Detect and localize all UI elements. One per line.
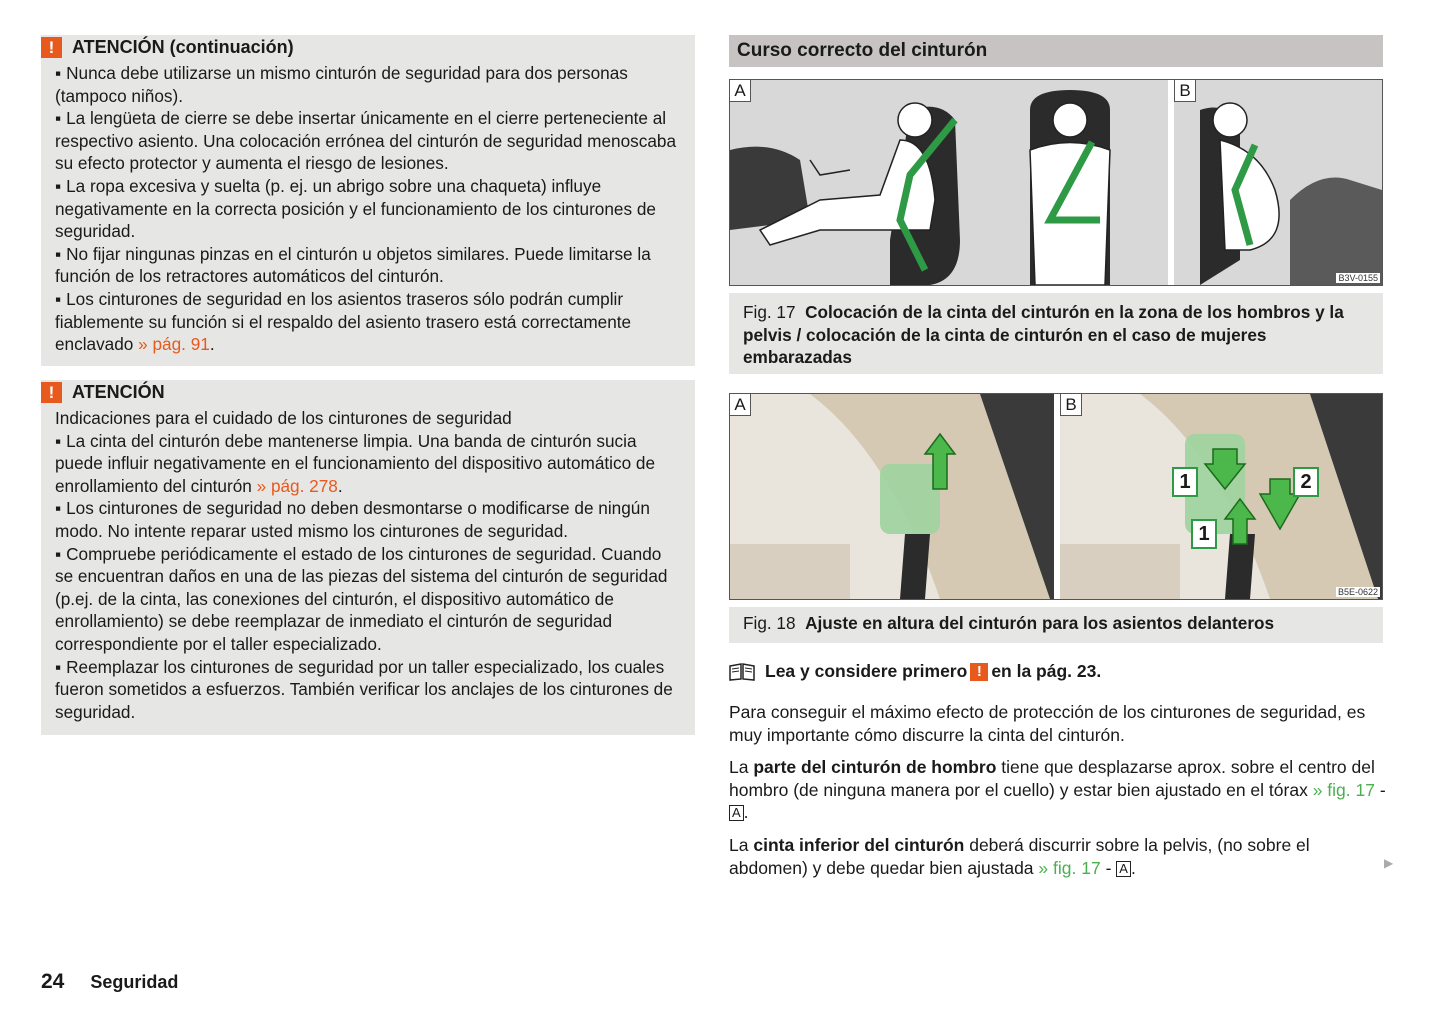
- warning-heading: [41, 380, 679, 404]
- panel-label-b: B: [1060, 394, 1082, 416]
- warning-title: ATENCIÓN: [72, 381, 165, 402]
- figure-code: B5E-0622: [1337, 587, 1378, 597]
- marker-1-top: 1: [1172, 467, 1198, 497]
- body-text: [729, 701, 1389, 889]
- warning-item: ▪ La ropa excesiva y suelta (p. ej. un abrigo sobre una chaqueta) influye negativamente en la correcta posición y el funcionamiento de los cinturones de seguridad.: [55, 175, 679, 243]
- panel-label-a: A: [730, 80, 751, 102]
- warning-item: ▪ Los cinturones de seguridad en los asientos traseros sólo podrán cumplir fiablemente su función si el respaldo del asiento trasero está correctamente enclavado » pág. 91.: [55, 288, 679, 356]
- figure-18-caption: [729, 607, 1383, 643]
- page-link[interactable]: » pág. 278: [256, 475, 338, 496]
- text: deberá discurrir sobre la pelvis, (no sobre el abdomen) y debe quedar bien ajustada: [729, 834, 1310, 878]
- section-title: Curso correcto del cinturón: [729, 35, 1383, 67]
- warning-body: [55, 62, 679, 356]
- page-number: 24: [41, 970, 65, 993]
- paragraph: Para conseguir el máximo efecto de protección de los cinturones de seguridad, es muy importante cómo discurre la cinta del cinturón.: [729, 702, 1366, 745]
- warning-item: ▪ No fijar ningunas pinzas en el cinturón u objetos similares. Puede limitarse la función de los retractores automáticos del cinturón.: [55, 243, 679, 288]
- marker-2: 2: [1293, 467, 1319, 497]
- warning-box-care: [41, 380, 695, 735]
- figure-17-illustration: [729, 79, 1383, 286]
- text: tiene que desplazarse aprox. sobre el centro del hombro (de ninguna manera por el cuello) y estar bien ajustado en el tórax: [729, 757, 1375, 800]
- warning-item: ▪ Reemplazar los cinturones de seguridad por un taller especializado, los cuales fueron sometidos a esfuerzos. También verificar los anclajes de los cinturones de seguridad.: [55, 656, 679, 724]
- paragraph: [729, 756, 1389, 824]
- paragraph: [729, 834, 1389, 879]
- book-icon: [729, 663, 755, 681]
- text: .: [1130, 857, 1136, 878]
- continue-arrow-icon: ▶: [1384, 856, 1394, 870]
- warning-item: ▪ Nunca debe utilizarse un mismo cinturón de seguridad para dos personas (tampoco niños).: [55, 62, 679, 107]
- reference-note: [729, 661, 1101, 682]
- page-link[interactable]: » pág. 91: [138, 334, 210, 355]
- text: .: [743, 802, 749, 823]
- warning-item-text: La cinta del cinturón debe mantenerse limpia. Una banda de cinturón sucia puede influir negativamente en el funcionamiento del dispositivo automático de enrollamiento del cinturón: [55, 430, 656, 496]
- text: -: [1105, 857, 1112, 878]
- reference-prefix: Lea y considere primero: [765, 661, 968, 681]
- warning-item: ▪ Compruebe periódicamente el estado de los cinturones de seguridad. Cuando se encuentran daños en una de las piezas del sistema del cinturón de seguridad (p.ej. de la cinta, las conexiones del cinturón, el dispositivo automático de enrollamiento) se debe reemplazar de inmediato el cinturón de seguridad correspondiente por el taller especializado.: [55, 543, 679, 656]
- text: -: [1379, 779, 1386, 800]
- warning-title: ATENCIÓN (continuación): [72, 36, 294, 57]
- warning-item-text: Los cinturones de seguridad en los asientos traseros sólo podrán cumplir fiablemente su función si el respaldo del asiento trasero está correctamente enclavado: [55, 288, 632, 355]
- text: La: [729, 834, 749, 855]
- figure-number: Fig. 18: [743, 613, 796, 633]
- seatbelt-position-illustration: [730, 80, 1382, 285]
- warning-icon: !: [970, 663, 988, 681]
- marker-1-bottom: 1: [1191, 519, 1217, 549]
- warning-body: [55, 407, 679, 723]
- panel-ref-box: A: [1116, 861, 1131, 877]
- warning-intro: Indicaciones para el cuidado de los cinturones de seguridad: [55, 408, 512, 428]
- figure-link[interactable]: » fig. 17: [1038, 857, 1101, 878]
- figure-number: Fig. 17: [743, 302, 796, 322]
- warning-icon: !: [41, 382, 62, 403]
- panel-ref-box: A: [729, 805, 744, 821]
- warning-icon: !: [41, 37, 62, 58]
- belt-height-adjust-illustration: [730, 394, 1382, 599]
- reference-suffix: en la pág. 23.: [991, 661, 1102, 681]
- figure-caption-text: Ajuste en altura del cinturón para los asientos delanteros: [805, 613, 1275, 633]
- warning-box-continued: [41, 35, 695, 366]
- figure-link[interactable]: » fig. 17: [1312, 779, 1375, 800]
- figure-code: B3V-0155: [1338, 273, 1378, 283]
- figure-caption-text: Colocación de la cinta del cinturón en la zona de los hombros y la pelvis / colocación de la cinta de cinturón en el caso de mujeres embarazadas: [743, 302, 1344, 368]
- warning-item: ▪ La lengüeta de cierre se debe insertar únicamente en el cierre perteneciente al respectivo asiento. Una colocación errónea del cinturón de seguridad menoscaba su efecto protector y aumenta el riesgo de lesiones.: [55, 107, 679, 175]
- text: La: [729, 757, 749, 778]
- warning-heading: [41, 35, 679, 59]
- panel-label-a: A: [730, 394, 751, 416]
- figure-17-caption: [729, 293, 1383, 374]
- figure-18-illustration: [729, 393, 1383, 600]
- page-footer: [41, 970, 178, 994]
- warning-item: ▪ Los cinturones de seguridad no deben desmontarse o modificarse de ningún modo. No intente reparar usted mismo los cinturones de seguridad.: [55, 497, 679, 542]
- bold-term: cinta inferior del cinturón: [753, 834, 965, 855]
- bold-term: parte del cinturón de hombro: [753, 757, 997, 778]
- warning-item: ▪ La cinta del cinturón debe mantenerse limpia. Una banda de cinturón sucia puede influir negativamente en el funcionamiento del dispositivo automático de enrollamiento del cinturón » pág. 278.: [55, 430, 679, 498]
- section-name: Seguridad: [90, 972, 179, 992]
- panel-label-b: B: [1174, 80, 1196, 102]
